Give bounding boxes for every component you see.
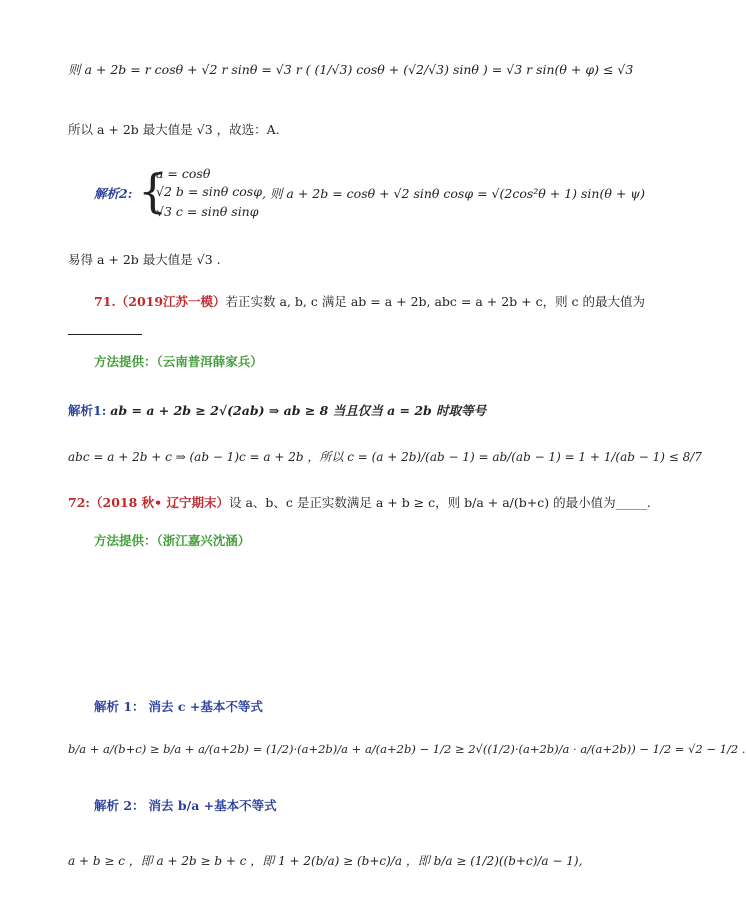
solution-72-1-header (94, 697, 263, 715)
solution-71-calc-text: abc = a + 2b + c ⇒ (ab − 1)c = a + 2b ，所以 c = (a + 2b)/(ab − 1) = ab/(ab − 1) = 1 + 1/(ab − 1) ≤ 8/7 (68, 450, 702, 464)
solution-72-2-label: 解析 2： (94, 798, 145, 813)
method-72-text: 方法提供：（浙江嘉兴沈涵） (94, 533, 251, 548)
question-72-label: 72:（2018 秋• 辽宁期末） (68, 495, 229, 510)
solution-71-calc (68, 448, 702, 465)
equation-max-a-2b: 则 a + 2b = r cosθ + √2 r sinθ = √3 r ( (1/√3) cosθ + (√2/√3) sinθ ) = √3 r sin(θ + φ) ≤ √3 (68, 62, 634, 77)
solution-71-1 (68, 401, 486, 419)
solution-72-2-calc-text: a + b ≥ c ，即 a + 2b ≥ b + c ，即 1 + 2(b/a) ≥ (b+c)/a ，即 b/a ≥ (1/2)((b+c)/a − 1), (68, 854, 583, 868)
system-result: , 则 a + 2b = cosθ + √2 sinθ cosφ = √(2cos²θ + 1) sin(θ + ψ) (262, 186, 645, 201)
solution-71-label: 解析1: (68, 403, 107, 418)
question-72-text: 设 a、b、c 是正实数满足 a + b ≥ c，则 b/a + a/(b+c) 的最小值为_____. (229, 495, 651, 510)
question-71 (94, 292, 645, 310)
solution-72-1-calc (68, 742, 746, 756)
question-72 (68, 493, 651, 511)
easy-result-line (68, 250, 221, 268)
system-eq-1: a = cosθ (156, 166, 211, 181)
solution2-label: 解析2: (94, 186, 133, 201)
method-71 (94, 352, 263, 370)
solution-72-2-calc (68, 852, 582, 869)
derivation-line-1 (68, 60, 633, 78)
solution-72-2-text: 消去 b/a +基本不等式 (148, 798, 277, 813)
solution-72-2-header (94, 796, 277, 814)
method-72 (94, 531, 250, 549)
solution-72-1-calc-text: b/a + a/(b+c) ≥ b/a + a/(a+2b) = (1/2)·(a+2b)/a + a/(a+2b) − 1/2 ≥ 2√((1/2)·(a+2b)/a · a/(a+2b)) − 1/2 = √2 − 1/2 . (68, 742, 746, 756)
question-71-text: 若正实数 a, b, c 满足 ab = a + 2b, abc = a + 2b + c，则 c 的最大值为 (225, 294, 646, 309)
answer-blank-71 (68, 334, 142, 335)
conclusion-text: 所以 a + 2b 最大值是 √3 ，故选：A. (68, 122, 280, 137)
solution-72-1-text: 消去 c +基本不等式 (148, 699, 263, 714)
method-71-text: 方法提供：（云南普洱薛家兵） (94, 354, 263, 369)
left-brace: { (138, 164, 168, 218)
solution-72-1-label: 解析 1： (94, 699, 145, 714)
system-eq-3: √3 c = sinθ sinφ (156, 204, 259, 219)
easy-result-text: 易得 a + 2b 最大值是 √3 . (68, 252, 221, 267)
solution-71-text: ab = a + 2b ≥ 2√(2ab) ⇒ ab ≥ 8 当且仅当 a = 2b 时取等号 (110, 403, 487, 418)
conclusion-line (68, 120, 280, 138)
question-71-label: 71.（2019江苏一模） (94, 294, 226, 309)
system-eq-2: √2 b = sinθ cosφ (156, 184, 262, 199)
